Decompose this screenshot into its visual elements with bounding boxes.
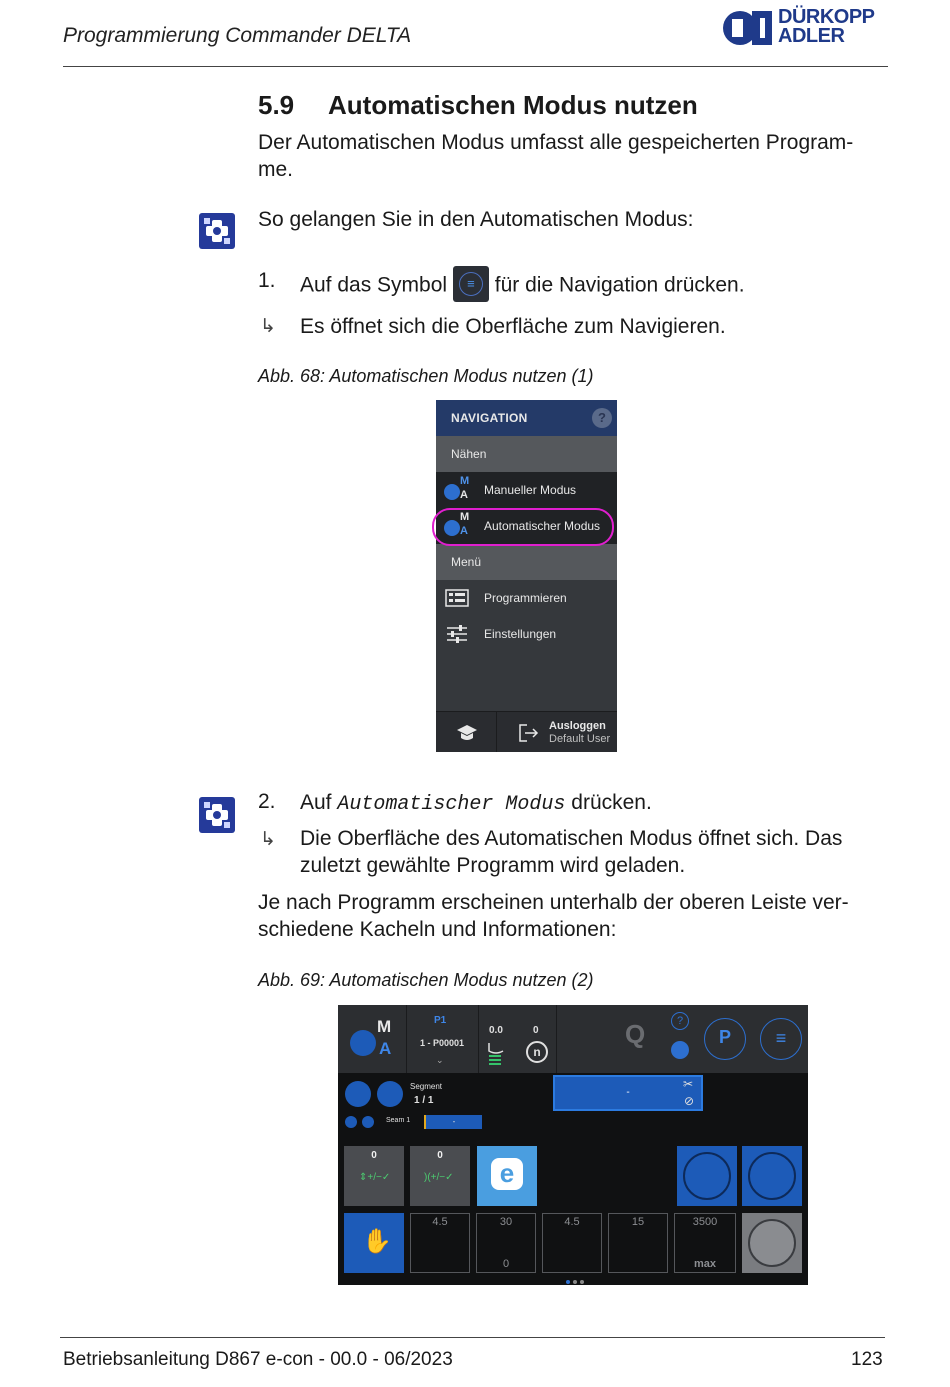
nav-section-naehen: Nähen bbox=[436, 436, 617, 472]
step-1-text bbox=[300, 268, 745, 304]
nav-item-label: Programmieren bbox=[484, 591, 567, 605]
logo-line-1: DÜRKOPP bbox=[778, 6, 875, 28]
tile-foot-lift-2[interactable] bbox=[742, 1146, 802, 1206]
segment-prev-icon[interactable] bbox=[345, 1081, 371, 1107]
after-line-1: Je nach Programm erscheinen unterhalb der oberen Leiste ver- bbox=[258, 891, 849, 914]
page-dot-icon bbox=[566, 1280, 570, 1284]
nav-item-label: Einstellungen bbox=[484, 627, 557, 641]
tile-value-5[interactable] bbox=[674, 1213, 736, 1273]
tile-value: 0 bbox=[371, 1150, 377, 1161]
tile-e-mode[interactable] bbox=[477, 1146, 537, 1206]
seam-next-icon[interactable] bbox=[362, 1116, 374, 1128]
section-title: Automatischen Modus nutzen bbox=[328, 90, 698, 120]
page-dot-icon bbox=[580, 1280, 584, 1284]
tile-thread-tension[interactable] bbox=[410, 1146, 470, 1206]
section-number: 5.9 bbox=[258, 90, 295, 120]
presser-foot-icon bbox=[748, 1152, 796, 1200]
intro-paragraph bbox=[258, 129, 853, 183]
scissors-icon[interactable]: ✂ bbox=[683, 1077, 694, 1091]
help-icon[interactable]: ? bbox=[592, 408, 612, 428]
header-rule bbox=[63, 66, 888, 67]
tile-value: 4.5 bbox=[432, 1216, 448, 1228]
result-arrow-icon: ↳ bbox=[260, 316, 276, 337]
segment-next-icon[interactable] bbox=[377, 1081, 403, 1107]
navigation-symbol-icon: ≡ bbox=[453, 266, 489, 302]
tile-value-1[interactable] bbox=[410, 1213, 470, 1273]
figure-69-caption: Abb. 69: Automatischen Modus nutzen (2) bbox=[258, 970, 594, 990]
navigation-screenshot bbox=[436, 400, 617, 752]
tile-sub: max bbox=[693, 1258, 717, 1270]
program-badge: P1 bbox=[434, 1015, 447, 1026]
intro-line-2: me. bbox=[258, 158, 294, 181]
instruction-icon bbox=[199, 213, 235, 249]
logout-icon[interactable] bbox=[518, 723, 540, 743]
program-p-icon[interactable]: P bbox=[704, 1018, 746, 1060]
chevron-down-icon[interactable]: ⌄ bbox=[436, 1055, 444, 1065]
ma-mode-icon: M A bbox=[444, 476, 474, 504]
tile-value: 4.5 bbox=[564, 1216, 580, 1228]
program-name[interactable]: 1 - P00001 bbox=[420, 1038, 465, 1048]
ma-a: A bbox=[379, 1039, 392, 1058]
highlight-circle bbox=[432, 508, 614, 546]
instruction-icon bbox=[199, 797, 235, 833]
step-2-result bbox=[300, 825, 842, 879]
piece-counter-icon[interactable]: n bbox=[526, 1041, 548, 1063]
after-paragraph bbox=[258, 889, 849, 943]
tile-value-2[interactable] bbox=[476, 1213, 536, 1273]
tile-value: 15 bbox=[631, 1216, 645, 1228]
tile-value: 3500 bbox=[692, 1216, 718, 1228]
tile-value: 30 bbox=[499, 1216, 513, 1228]
message-icon[interactable] bbox=[671, 1041, 689, 1059]
logout-label[interactable]: Ausloggen bbox=[549, 720, 606, 732]
running-header-title: Programmierung Commander DELTA bbox=[63, 24, 412, 47]
step-2-code: Automatischer Modus bbox=[337, 793, 566, 816]
tile-foot-lift-1[interactable] bbox=[677, 1146, 737, 1206]
tile-manual-needle[interactable] bbox=[344, 1213, 404, 1273]
step-2-text-after: drücken. bbox=[571, 791, 652, 814]
education-cap-icon[interactable] bbox=[456, 723, 478, 743]
navigation-footer bbox=[436, 711, 617, 752]
step-2-result-line-1: Die Oberfläche des Automatischen Modus öffnet sich. Das bbox=[300, 827, 843, 850]
seam-label: Seam 1 bbox=[386, 1117, 411, 1124]
page-number: 123 bbox=[851, 1349, 883, 1370]
ma-mode-icon: M A bbox=[444, 512, 474, 540]
top-bar bbox=[338, 1005, 808, 1073]
settings-sliders-icon bbox=[446, 625, 468, 643]
automatic-mode-screenshot bbox=[338, 1005, 808, 1285]
page-dot-icon bbox=[573, 1280, 577, 1284]
step-1-text-before: Auf das Symbol bbox=[300, 273, 448, 297]
nav-item-label: Automatischer Modus bbox=[484, 519, 601, 533]
seam-bar[interactable]: - bbox=[424, 1115, 482, 1129]
intro-line-1: Der Automatischen Modus umfasst alle gespeicherten Program- bbox=[258, 131, 854, 154]
after-line-2: schiedene Kacheln und Informationen: bbox=[258, 918, 617, 941]
step-1-number: 1. bbox=[258, 269, 276, 292]
result-arrow-icon: ↳ bbox=[260, 829, 276, 850]
segment-value: 1 / 1 bbox=[414, 1095, 434, 1106]
menu-icon[interactable]: ≡ bbox=[760, 1018, 802, 1060]
tile-value-3[interactable] bbox=[542, 1213, 602, 1273]
tile-sub: 0 bbox=[502, 1258, 510, 1270]
step-2-text bbox=[300, 789, 652, 818]
step-2-text-before: Auf bbox=[300, 791, 332, 814]
help-icon[interactable]: ? bbox=[671, 1012, 689, 1030]
duerkopp-adler-logo bbox=[722, 8, 892, 52]
step-2-number: 2. bbox=[258, 790, 276, 813]
mode-dial-icon[interactable] bbox=[350, 1030, 376, 1056]
tile-value: 0 bbox=[437, 1150, 443, 1161]
program-list-icon bbox=[445, 589, 469, 607]
nav-item-programmieren[interactable] bbox=[436, 580, 617, 616]
tension-adjust-icon: )(+/−✓ bbox=[424, 1172, 454, 1183]
step-1-result: Es öffnet sich die Oberfläche zum Navigieren. bbox=[300, 315, 726, 338]
seam-prev-icon[interactable] bbox=[345, 1116, 357, 1128]
logout-user: Default User bbox=[549, 733, 611, 745]
navigation-header: NAVIGATION bbox=[436, 400, 617, 436]
step-1-text-after: für die Navigation drücken. bbox=[494, 273, 745, 297]
segment-label: Segment bbox=[410, 1082, 443, 1091]
segment-bar[interactable]: - bbox=[553, 1075, 703, 1111]
howto-line: So gelangen Sie in den Automatischen Modus: bbox=[258, 208, 694, 231]
logo-mark-icon bbox=[722, 8, 776, 48]
quality-icon[interactable]: Q bbox=[625, 1019, 646, 1049]
tile-value-4[interactable] bbox=[608, 1213, 668, 1273]
step-2-result-line-2: zuletzt gewählte Programm wird geladen. bbox=[300, 854, 686, 877]
footer-rule bbox=[60, 1337, 885, 1338]
bobbin-icon bbox=[486, 1041, 506, 1065]
nav-item-einstellungen[interactable] bbox=[436, 616, 617, 652]
e-icon: e bbox=[491, 1158, 523, 1190]
nav-item-label: Manueller Modus bbox=[484, 483, 577, 497]
thread-counter: 0.0 bbox=[489, 1025, 503, 1036]
tile-machine[interactable] bbox=[742, 1213, 802, 1273]
piece-counter: 0 bbox=[533, 1025, 539, 1036]
tile-stitch-length[interactable] bbox=[344, 1146, 404, 1206]
ma-m: M bbox=[377, 1017, 392, 1036]
footer-manual: Betriebsanleitung D867 e-con - 00.0 - 06/2023 bbox=[63, 1349, 453, 1370]
stitch-adjust-icon: ⇕+/−✓ bbox=[359, 1172, 391, 1183]
no-cut-icon[interactable]: ⊘ bbox=[684, 1094, 695, 1108]
presser-foot-icon bbox=[683, 1152, 731, 1200]
figure-68-caption: Abb. 68: Automatischen Modus nutzen (1) bbox=[258, 366, 594, 386]
nav-section-menue: Menü bbox=[436, 544, 617, 580]
machine-icon bbox=[748, 1219, 796, 1267]
nav-item-manueller-modus[interactable] bbox=[436, 472, 617, 508]
logo-line-2: ADLER bbox=[778, 25, 845, 47]
needle-hand-icon: ✋ bbox=[362, 1228, 392, 1255]
